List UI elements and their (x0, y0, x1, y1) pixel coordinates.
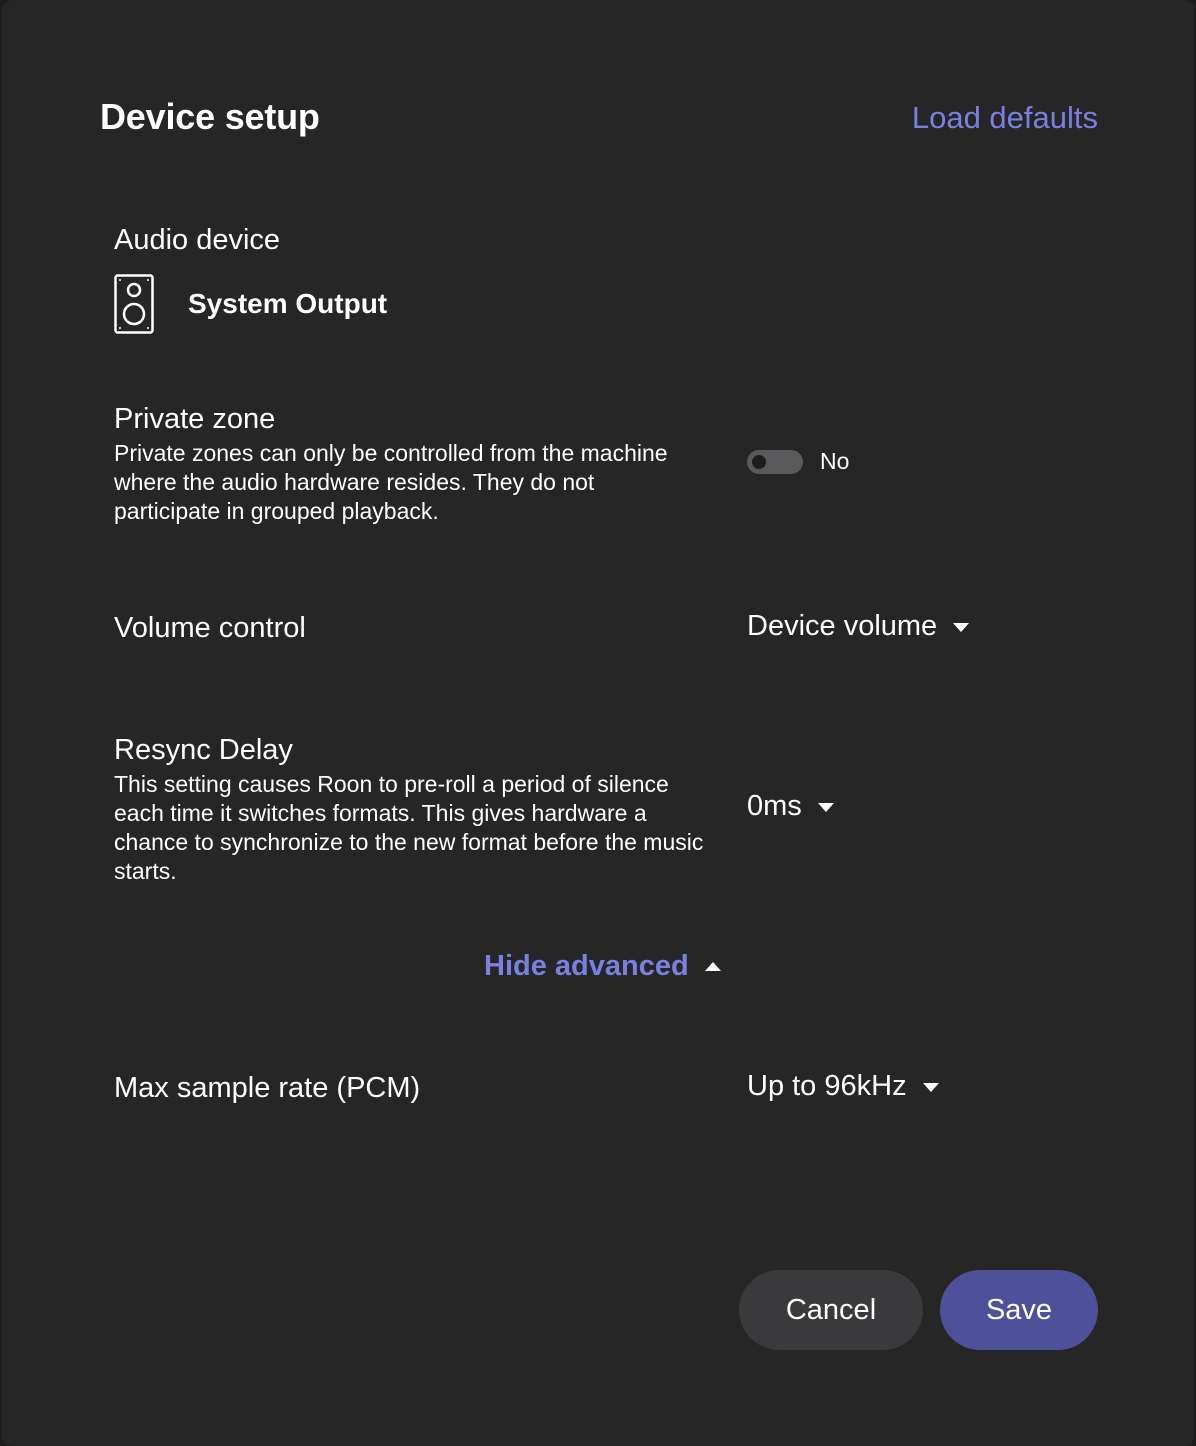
load-defaults-link[interactable]: Load defaults (911, 100, 1098, 135)
max-sample-rate-label: Max sample rate (PCM) (114, 1072, 421, 1104)
hide-advanced-label: Hide advanced (484, 950, 689, 982)
hide-advanced-button[interactable] (484, 950, 721, 983)
chevron-down-icon (923, 1083, 939, 1092)
chevron-up-icon (705, 962, 721, 971)
audio-device-name: System Output (188, 288, 388, 319)
volume-control-value: Device volume (747, 610, 938, 642)
toggle-switch[interactable] (747, 450, 803, 474)
page-title: Device setup (100, 96, 320, 137)
resync-delay-dropdown[interactable] (747, 790, 834, 823)
save-button[interactable]: Save (940, 1270, 1098, 1350)
private-zone-description: Private zones can only be controlled from the machine where the audio hardware resides. They do not participate in grouped playback. (114, 440, 668, 524)
resync-delay-label: Resync Delay (114, 734, 293, 766)
resync-delay-description: This setting causes Roon to pre-roll a period of silence each time it switches formats. This gives hardware a chance to synchronize to the new format before the music starts. (114, 771, 704, 884)
private-zone-toggle[interactable] (747, 448, 849, 475)
volume-control-label: Volume control (114, 612, 306, 644)
speaker-icon (114, 274, 154, 334)
audio-device-label: Audio device (114, 224, 281, 256)
volume-control-dropdown[interactable] (747, 610, 969, 643)
private-zone-label: Private zone (114, 403, 276, 435)
cancel-button[interactable]: Cancel (739, 1270, 923, 1350)
max-sample-rate-value: Up to 96kHz (747, 1070, 907, 1102)
toggle-value-label: No (820, 448, 850, 474)
chevron-down-icon (953, 623, 969, 632)
max-sample-rate-dropdown[interactable] (747, 1070, 939, 1103)
audio-device-row (114, 274, 387, 334)
device-setup-dialog (2, 0, 1194, 1446)
chevron-down-icon (818, 803, 834, 812)
resync-delay-value: 0ms (747, 790, 802, 822)
toggle-knob (752, 455, 766, 469)
